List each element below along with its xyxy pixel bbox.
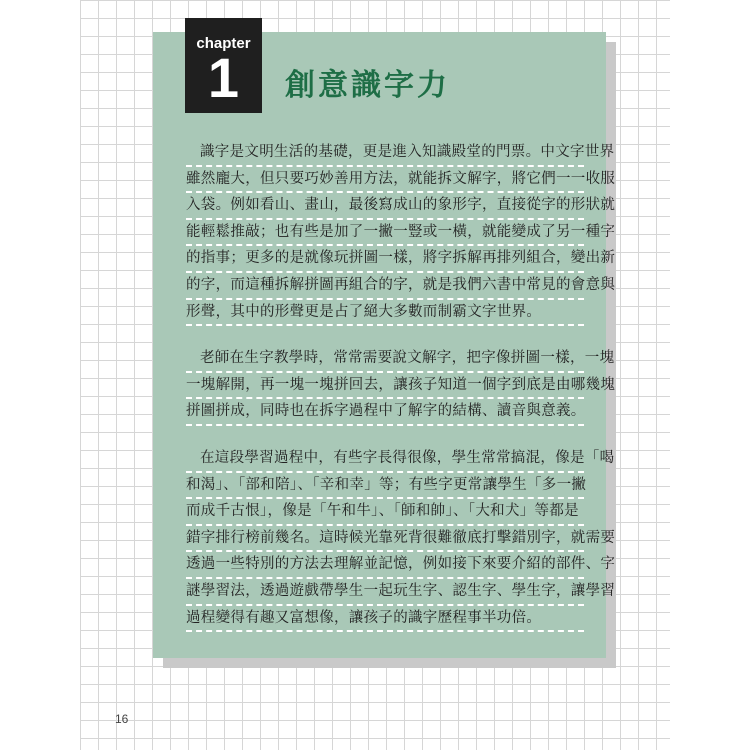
- text-line: 過程變得有趣又富想像，讓孩子的識字歷程事半功倍。: [186, 606, 584, 633]
- text-line: 透過一些特別的方法去理解並記憶，例如接下來要介紹的部件、字: [186, 552, 584, 579]
- text-line: 識字是文明生活的基礎，更是進入知識殿堂的門票。中文字世界: [186, 140, 584, 167]
- text-line: 和渴」、「部和陪」、「辛和幸」等；有些字更常讓學生「多一撇: [186, 473, 584, 500]
- text-line: 在這段學習過程中，有些字長得很像，學生常常搞混，像是「喝: [186, 446, 584, 473]
- text-line: 的指事；更多的是就像玩拼圖一樣，將字拆解再排列組合，變出新: [186, 246, 584, 273]
- page-number: 16: [115, 712, 129, 726]
- paragraph-3: [186, 446, 616, 632]
- chapter-title: 創意識字力: [285, 68, 450, 103]
- text-line: 一塊解開，再一塊一塊拼回去，讓孩子知道一個字到底是由哪幾塊: [186, 373, 584, 400]
- body-text: [186, 140, 616, 652]
- chapter-number: 1: [207, 46, 240, 109]
- text-line: 入袋。例如看山、畫山，最後寫成山的象形字，直接從字的形狀就: [186, 193, 584, 220]
- text-line: 而成千古恨」，像是「午和牛」、「師和帥」、「大和犬」等都是: [186, 499, 584, 526]
- chapter-label: chapter: [196, 35, 251, 52]
- text-line: 的字，而這種拆解拼圖再組合的字，就是我們六書中常見的會意與: [186, 273, 584, 300]
- text-line: 老師在生字教學時，常常需要說文解字，把字像拼圖一樣，一塊: [186, 346, 584, 373]
- text-line: 形聲，其中的形聲更是占了絕大多數而制霸文字世界。: [186, 300, 584, 327]
- text-line: 雖然龐大，但只要巧妙善用方法，就能拆文解字，將它們一一收服: [186, 167, 584, 194]
- text-line: 能輕鬆推敲；也有些是加了一撇一豎或一橫，就能變成了另一種字: [186, 220, 584, 247]
- paragraph-2: [186, 346, 616, 426]
- paragraph-1: [186, 140, 616, 326]
- text-line: 謎學習法，透過遊戲帶學生一起玩生字、認生字、學生字，讓學習: [186, 579, 584, 606]
- text-line: 拼圖拼成，同時也在拆字過程中了解字的結構、讀音與意義。: [186, 399, 584, 426]
- chapter-badge: [185, 18, 262, 113]
- text-line: 錯字排行榜前幾名。這時候光靠死背很難徹底打擊錯別字，就需要: [186, 526, 584, 553]
